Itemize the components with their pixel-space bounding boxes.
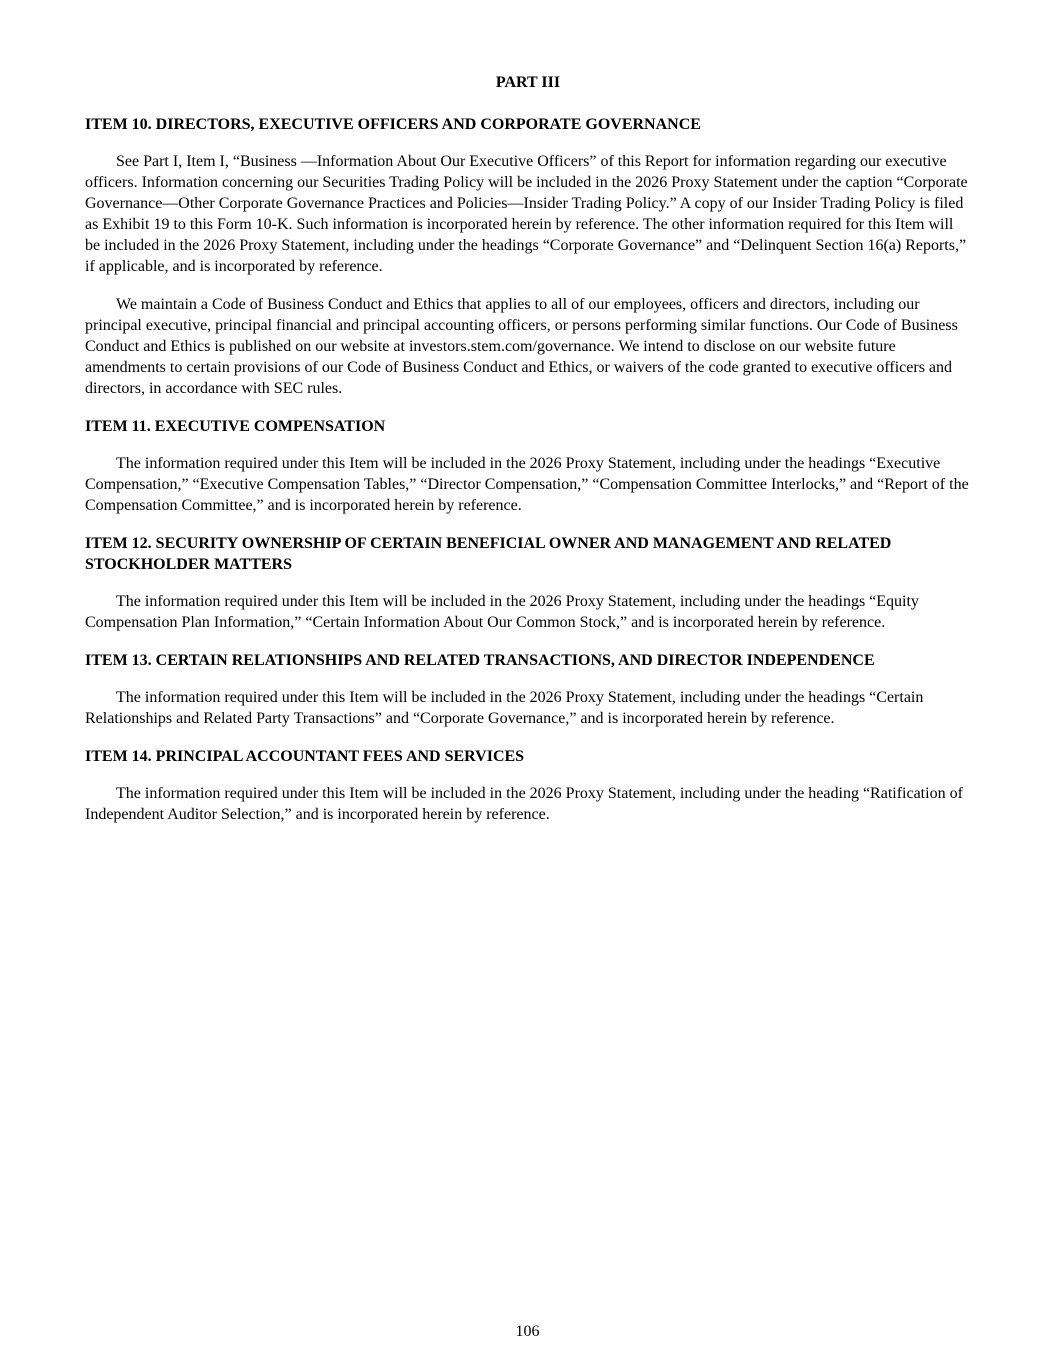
item-13-section — [85, 650, 971, 729]
item-14-paragraph: The information required under this Item will be included in the 2026 Proxy Statement, including under the heading “Ratification of Independent Auditor Selection,” and is incorporated herein by reference. — [85, 785, 963, 823]
item-12-section — [85, 533, 971, 633]
item-10-section — [85, 114, 971, 399]
item-12-heading: ITEM 12. SECURITY OWNERSHIP OF CERTAIN BENEFICIAL OWNER AND MANAGEMENT AND RELATED STOCKHOLDER MATTERS — [85, 535, 892, 573]
item-11-heading: ITEM 11. EXECUTIVE COMPENSATION — [85, 418, 386, 435]
item-14-section — [85, 746, 971, 825]
item-13-heading: ITEM 13. CERTAIN RELATIONSHIPS AND RELATED TRANSACTIONS, AND DIRECTOR INDEPENDENCE — [85, 652, 875, 669]
item-11-paragraph: The information required under this Item will be included in the 2026 Proxy Statement, including under the headings “Executive Compensation,” “Executive Compensation Tables,” “Director Compensation,” “Compensation Committee Interlocks,” and “Report of the Compensation Committee,” and is incorporated herein by reference. — [85, 455, 969, 514]
item-10-paragraph-1: See Part I, Item I, “Business —Information About Our Executive Officers” of this Report for information regarding our executive officers. Information concerning our Securities Trading Policy will be included in the 2026 Proxy Statement under the caption “Corporate Governance—Other Corporate Governance Practices and Policies—Insider Trading Policy.” A copy of our Insider Trading Policy is filed as Exhibit 19 to this Form 10-K. Such information is incorporated herein by reference. The other information required for this Item will be included in the 2026 Proxy Statement, including under the headings “Corporate Governance” and “Delinquent Section 16(a) Reports,” if applicable, and is incorporated by reference. — [85, 153, 968, 275]
item-14-heading: ITEM 14. PRINCIPAL ACCOUNTANT FEES AND SERVICES — [85, 748, 525, 765]
item-11-section — [85, 416, 971, 516]
item-12-paragraph: The information required under this Item will be included in the 2026 Proxy Statement, including under the headings “Equity Compensation Plan Information,” “Certain Information About Our Common Stock,” and is incorporated herein by reference. — [85, 593, 919, 631]
page-number: 106 — [515, 1323, 540, 1340]
item-10-paragraph-2: We maintain a Code of Business Conduct and Ethics that applies to all of our employees, officers and directors, including our principal executive, principal financial and principal accounting officers, or persons performing similar functions. Our Code of Business Conduct and Ethics is published on our website at investors.stem.com/governance. We intend to disclose on our website future amendments to certain provisions of our Code of Business Conduct and Ethics, or waivers of the code granted to executive officers and directors, in accordance with SEC rules. — [85, 296, 958, 397]
item-10-heading: ITEM 10. DIRECTORS, EXECUTIVE OFFICERS AND CORPORATE GOVERNANCE — [85, 116, 701, 133]
part-title: PART III — [495, 74, 561, 91]
item-13-paragraph: The information required under this Item will be included in the 2026 Proxy Statement, including under the headings “Certain Relationships and Related Party Transactions” and “Corporate Governance,” and is incorporated herein by reference. — [85, 689, 924, 727]
document-page — [85, 73, 971, 842]
